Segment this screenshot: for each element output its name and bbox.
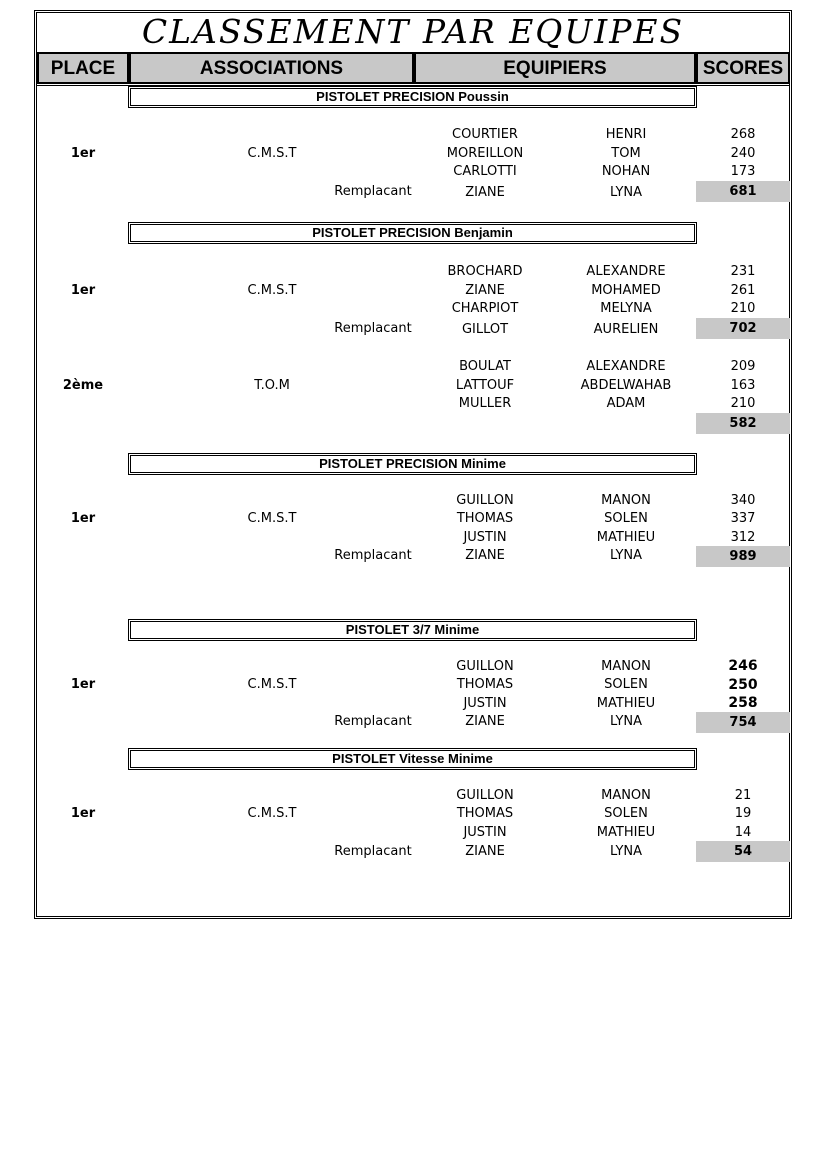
team-place: 1er: [70, 283, 96, 298]
header-equipiers: EQUIPIERS: [414, 52, 696, 84]
member-first-name: MOHAMED: [591, 283, 661, 298]
header-scores: SCORES: [696, 52, 790, 84]
member-score: 337: [730, 511, 756, 526]
substitute-label: Remplacant: [334, 844, 412, 859]
member-last-name: CHARPIOT: [451, 301, 519, 316]
member-last-name: GUILLON: [456, 659, 514, 674]
team-association: C.M.S.T: [247, 511, 297, 526]
member-score: 250: [728, 677, 758, 693]
substitute-first-name: LYNA: [609, 844, 643, 859]
substitute-label: Remplacant: [334, 321, 412, 336]
section-title: PISTOLET Vitesse Minime: [128, 748, 697, 770]
header-associations: ASSOCIATIONS: [129, 52, 414, 84]
team-association: C.M.S.T: [247, 677, 297, 692]
member-score: 246: [728, 658, 758, 674]
member-first-name: SOLEN: [604, 511, 648, 526]
section-title: PISTOLET PRECISION Poussin: [128, 86, 697, 108]
member-score: 258: [728, 695, 758, 711]
member-last-name: GUILLON: [456, 493, 514, 508]
member-score: 261: [730, 283, 756, 298]
substitute-first-name: LYNA: [609, 185, 643, 200]
substitute-label: Remplacant: [334, 184, 412, 199]
member-score: 210: [730, 396, 756, 411]
substitute-first-name: LYNA: [609, 714, 643, 729]
member-first-name: SOLEN: [604, 677, 648, 692]
member-last-name: CARLOTTI: [453, 164, 517, 179]
member-last-name: COURTIER: [452, 127, 518, 142]
team-place: 1er: [70, 806, 96, 821]
member-score: 173: [730, 164, 756, 179]
member-score: 312: [730, 530, 756, 545]
member-last-name: THOMAS: [456, 806, 514, 821]
member-score: 19: [734, 806, 752, 821]
member-first-name: HENRI: [605, 127, 647, 142]
substitute-label: Remplacant: [334, 548, 412, 563]
page-title: CLASSEMENT PAR EQUIPES: [141, 12, 685, 51]
substitute-last-name: ZIANE: [465, 548, 505, 563]
substitute-last-name: ZIANE: [465, 185, 505, 200]
substitute-first-name: AURELIEN: [593, 322, 659, 337]
team-total-score: 702: [696, 318, 790, 339]
member-last-name: BROCHARD: [447, 264, 523, 279]
member-first-name: ABDELWAHAB: [580, 378, 672, 393]
substitute-first-name: LYNA: [609, 548, 643, 563]
team-place: 2ème: [62, 378, 104, 393]
member-last-name: THOMAS: [456, 677, 514, 692]
substitute-last-name: GILLOT: [461, 322, 509, 337]
member-last-name: THOMAS: [456, 511, 514, 526]
member-score: 163: [730, 378, 756, 393]
substitute-last-name: ZIANE: [465, 714, 505, 729]
team-association: T.O.M: [254, 378, 290, 393]
member-last-name: MOREILLON: [446, 146, 524, 161]
member-last-name: JUSTIN: [463, 825, 507, 840]
team-total-score: 754: [696, 712, 790, 733]
team-place: 1er: [70, 511, 96, 526]
team-association: C.M.S.T: [247, 146, 297, 161]
team-total-score: 582: [696, 413, 790, 434]
header-place: PLACE: [37, 52, 129, 84]
member-score: 209: [730, 359, 756, 374]
substitute-last-name: ZIANE: [465, 844, 505, 859]
team-total-score: 54: [696, 841, 790, 862]
member-first-name: MANON: [601, 493, 651, 508]
member-first-name: MELYNA: [600, 301, 652, 316]
team-association: C.M.S.T: [247, 283, 297, 298]
member-last-name: JUSTIN: [463, 530, 507, 545]
member-score: 231: [730, 264, 756, 279]
member-last-name: LATTOUF: [455, 378, 515, 393]
member-last-name: BOULAT: [459, 359, 511, 374]
section-title: PISTOLET 3/7 Minime: [128, 619, 697, 641]
member-score: 268: [730, 127, 756, 142]
team-place: 1er: [70, 677, 96, 692]
member-score: 14: [734, 825, 752, 840]
member-last-name: GUILLON: [456, 788, 514, 803]
member-score: 210: [730, 301, 756, 316]
member-first-name: MANON: [601, 659, 651, 674]
member-first-name: MATHIEU: [596, 530, 656, 545]
member-last-name: JUSTIN: [463, 696, 507, 711]
member-score: 340: [730, 493, 756, 508]
member-first-name: ALEXANDRE: [586, 359, 666, 374]
section-title: PISTOLET PRECISION Benjamin: [128, 222, 697, 244]
member-first-name: MANON: [601, 788, 651, 803]
team-total-score: 681: [696, 181, 790, 202]
member-first-name: NOHAN: [601, 164, 651, 179]
team-association: C.M.S.T: [247, 806, 297, 821]
member-first-name: MATHIEU: [596, 825, 656, 840]
member-first-name: SOLEN: [604, 806, 648, 821]
substitute-label: Remplacant: [334, 714, 412, 729]
member-first-name: ADAM: [606, 396, 646, 411]
member-score: 21: [734, 788, 752, 803]
member-score: 240: [730, 146, 756, 161]
team-place: 1er: [70, 146, 96, 161]
member-first-name: TOM: [611, 146, 641, 161]
member-last-name: ZIANE: [465, 283, 505, 298]
member-first-name: ALEXANDRE: [586, 264, 666, 279]
member-last-name: MULLER: [458, 396, 512, 411]
section-title: PISTOLET PRECISION Minime: [128, 453, 697, 475]
team-total-score: 989: [696, 546, 790, 567]
member-first-name: MATHIEU: [596, 696, 656, 711]
